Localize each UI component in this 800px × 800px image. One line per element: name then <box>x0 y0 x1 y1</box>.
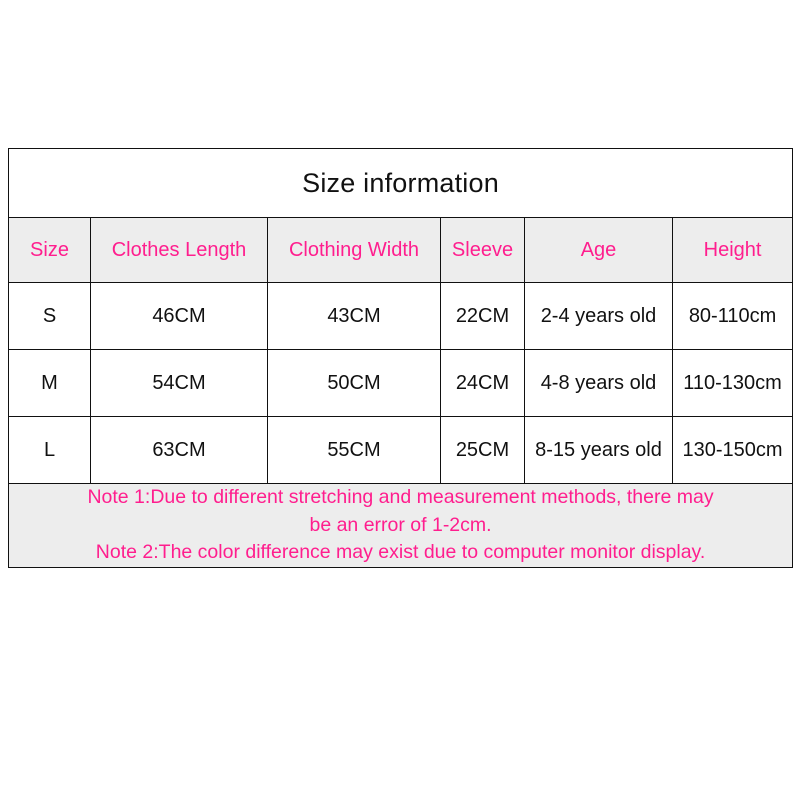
cell-size: M <box>9 350 91 417</box>
note-line-2: be an error of 1-2cm. <box>309 513 492 536</box>
cell-clothes-length: 54CM <box>91 350 268 417</box>
column-header-age: Age <box>525 218 673 283</box>
cell-clothing-width: 43CM <box>268 283 441 350</box>
column-header-sleeve: Sleeve <box>441 218 525 283</box>
column-header-clothes-length: Clothes Length <box>91 218 268 283</box>
cell-sleeve: 22CM <box>441 283 525 350</box>
cell-size: S <box>9 283 91 350</box>
table-notes-row <box>9 484 793 568</box>
cell-age: 8-15 years old <box>525 417 673 484</box>
cell-age: 4-8 years old <box>525 350 673 417</box>
column-header-size: Size <box>9 218 91 283</box>
cell-clothes-length: 46CM <box>91 283 268 350</box>
column-header-clothing-width: Clothing Width <box>268 218 441 283</box>
table-header-row <box>9 218 793 283</box>
cell-sleeve: 25CM <box>441 417 525 484</box>
cell-height: 80-110cm <box>673 283 793 350</box>
table-row <box>9 350 793 417</box>
cell-clothing-width: 55CM <box>268 417 441 484</box>
cell-sleeve: 24CM <box>441 350 525 417</box>
cell-height: 110-130cm <box>673 350 793 417</box>
cell-size: L <box>9 417 91 484</box>
note-line-3: Note 2:The color difference may exist due to computer monitor display. <box>95 541 706 564</box>
cell-clothes-length: 63CM <box>91 417 268 484</box>
note-line-1: Note 1:Due to different stretching and measurement methods, there may <box>87 486 714 508</box>
table-row <box>9 283 793 350</box>
column-header-height: Height <box>673 218 793 283</box>
table-row <box>9 417 793 484</box>
size-information-table <box>8 148 793 568</box>
notes-block <box>9 484 793 568</box>
cell-age: 2-4 years old <box>525 283 673 350</box>
cell-clothing-width: 50CM <box>268 350 441 417</box>
page-title: Size information <box>9 149 793 218</box>
table-title-row <box>9 149 793 218</box>
cell-height: 130-150cm <box>673 417 793 484</box>
